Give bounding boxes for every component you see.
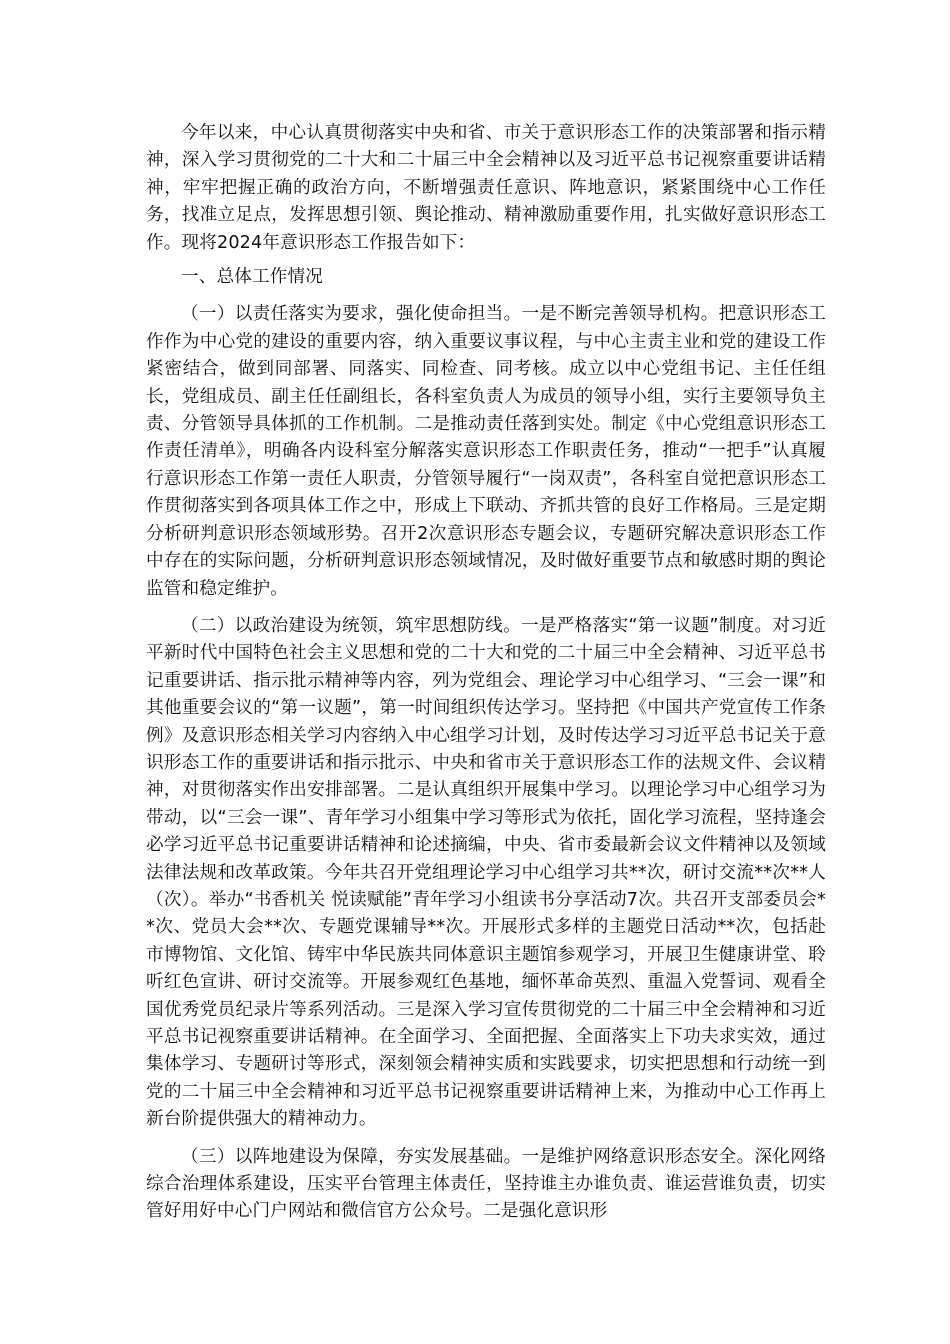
section-paragraph-responsibility: （一）以责任落实为要求，强化使命担当。一是不断完善领导机构。把意识形态工作作为中心党的建设的重要内容，纳入重要议事议程，与中心主责主业和党的建设工作紧密结合，做到同部署、同落实、同检查、同考核。成立以中心党组书记、主任任组长，党组成员、副主任任副组长，各科室负责人为成员的领导小组，实行主要领导负主责、分管领导具体抓的工作机制。二是推动责任落到实处。制定《中心党组意识形态工作责任清单》，明确各内设科室分解落实意识形态工作职责任务，推动“一把手”认真履行意识形态工作第一责任人职责，分管领导履行“一岗双责”，各科室自觉把意识形态工作贯彻落实到各项具体工作之中，形成上下联动、齐抓共管的良好工作格局。三是定期分析研判意识形态领域形势。召开2次意识形态专题会议，专题研究解决意识形态工作中存在的实际问题，分析研判意识形态领域情况，及时做好重要节点和敏感时期的舆论监管和稳定维护。 bbox=[146, 304, 826, 599]
section-paragraph-position-building: （三）以阵地建设为保障，夯实发展基础。一是维护网络意识形态安全。深化网络综合治理体系建设，压实平台管理主体责任，坚持谁主办谁负责、谁运营谁负责，切实管好用好中心门户网站和微信官方公众号。二是强化意识形 bbox=[146, 1146, 826, 1222]
intro-paragraph: 今年以来，中心认真贯彻落实中央和省、市关于意识形态工作的决策部署和指示精神，深入学习贯彻党的二十大和二十届三中全会精神以及习近平总书记视察重要讲话精神，牢牢把握正确的政治方向，不断增强责任意识、阵地意识，紧紧围绕中心工作任务，找准立足点，发挥思想引领、舆论推动、精神激励重要作用，扎实做好意识形态工作。现将2024年意识形态工作报告如下： bbox=[146, 123, 826, 253]
section-heading-overall: 一、总体工作情况 bbox=[181, 267, 323, 288]
section-paragraph-political-building: （二）以政治建设为统领，筑牢思想防线。一是严格落实“第一议题”制度。对习近平新时代中国特色社会主义思想和党的二十大和党的二十届三中全会精神、习近平总书记重要讲话、指示批示精神等内容，列为党组会、理论学习中心组学习、“三会一课”和其他重要会议的“第一议题”，第一时间组织传达学习。坚持把《中国共产党宣传工作条例》及意识形态相关学习内容纳入中心组学习计划，及时传达学习习近平总书记关于意识形态工作的重要讲话和指示批示、中央和省市关于意识形态工作的法规文件、会议精神，对贯彻落实作出安排部署。二是认真组织开展集中学习。以理论学习中心组学习为带动，以“三会一课”、青年学习小组集中学习等形式为依托，固化学习流程，坚持逢会必学习近平总书记重要讲话精神和论述摘编，中央、省市委最新会议文件精神以及领域法律法规和改革政策。今年共召开党组理论学习中心组学习共**次，研讨交流**次**人（次）。举办“书香机关 悦读赋能”青年学习小组读书分享活动7次。共召开支部委员会**次、党员大会**次、专题党课辅导**次。开展形式多样的主题党日活动**次，包括赴市博物馆、文化馆、铸牢中华民族共同体意识主题馆参观学习，开展卫生健康讲堂、聆听红色宣讲、研讨交流等。开展参观红色基地，缅怀革命英烈、重温入党誓词、观看全国优秀党员纪录片等系列活动。三是深入学习宣传贯彻党的二十届三中全会精神和习近平总书记视察重要讲话精神。在全面学习、全面把握、全面落实上下功夫求实效，通过集体学习、专题研讨等形式，深刻领会精神实质和实践要求，切实把思想和行动统一到党的二十届三中全会精神和习近平总书记视察重要讲话精神上来，为推动中心工作再上新台阶提供强大的精神动力。 bbox=[146, 615, 826, 1130]
document-body bbox=[146, 120, 826, 1226]
